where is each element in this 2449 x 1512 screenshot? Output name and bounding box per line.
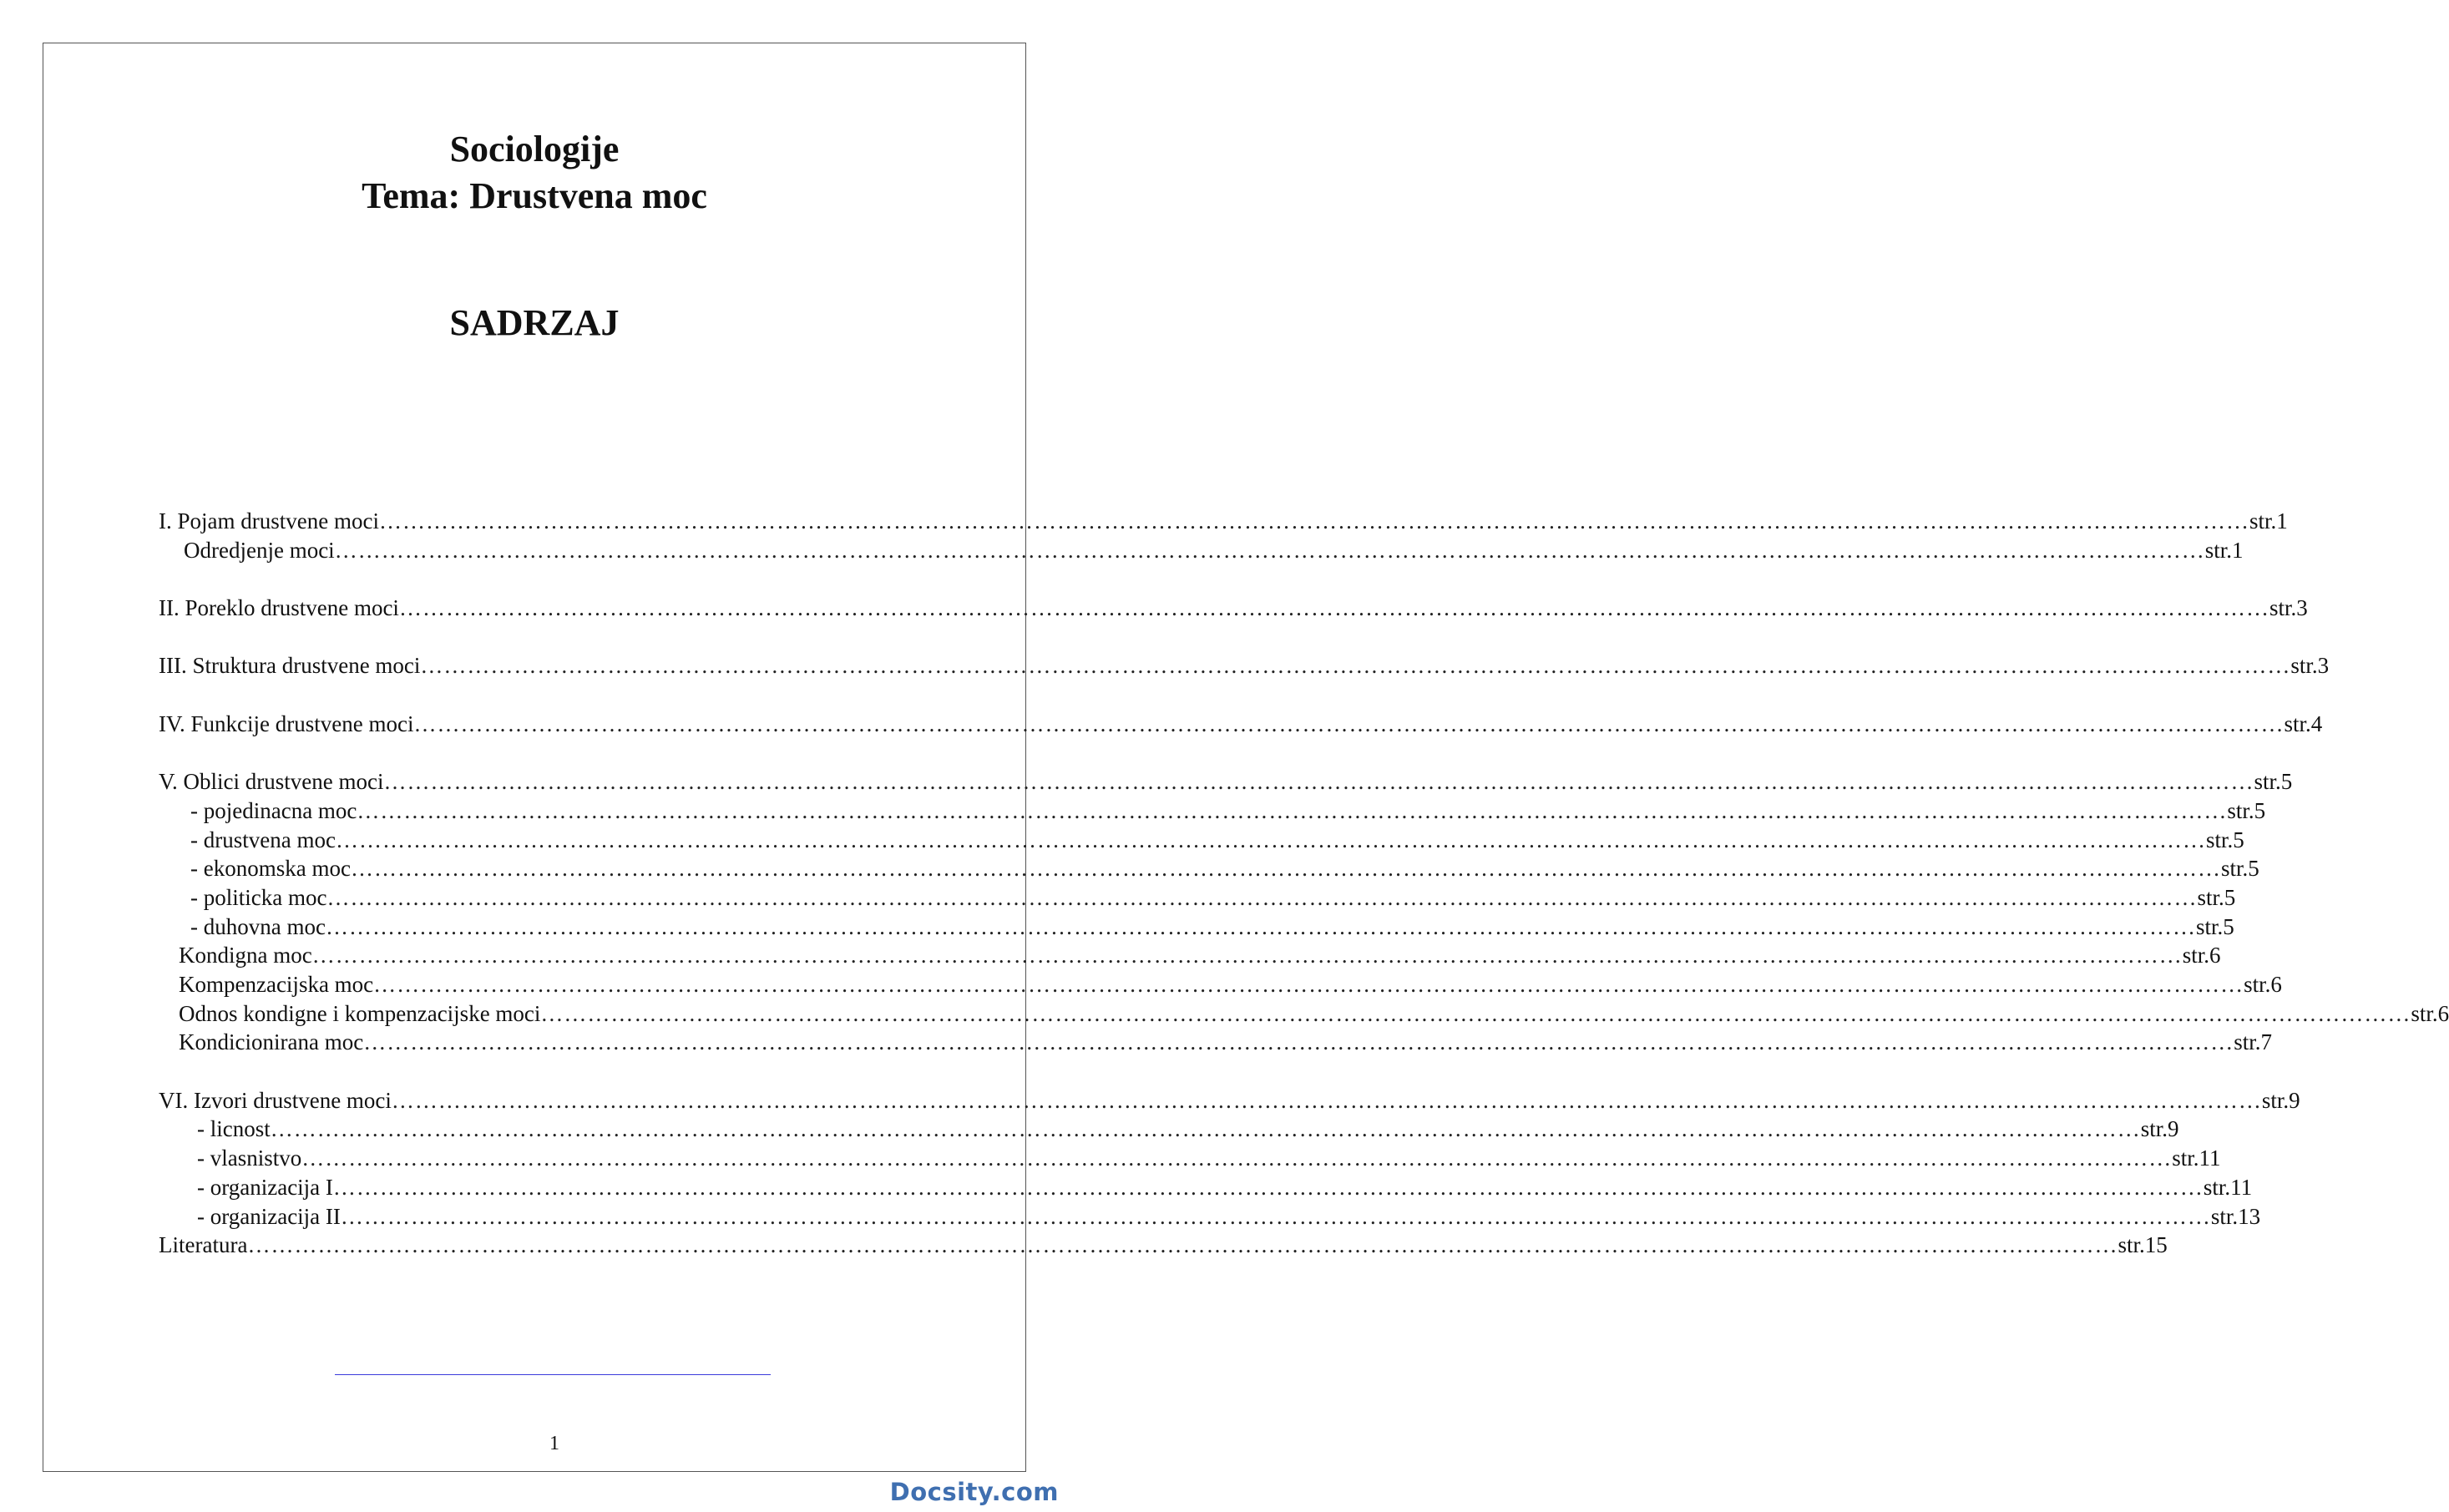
toc-entry-page: str.13 [2210, 1203, 2261, 1229]
toc-entry-page: str.6 [2244, 972, 2282, 997]
toc-entry-page: str.5 [2220, 856, 2259, 882]
toc-entry [159, 796, 2266, 826]
toc-entry-leader: …………………………………………………………………………………………………………………………………………………………………………………………………………………… [332, 1174, 2204, 1200]
toc-entry-leader: …………………………………………………………………………………………………………………………………………………………………………………………………………………… [357, 797, 2228, 823]
toc-entry-label: II. Poreklo drustvene moci [159, 595, 399, 621]
toc-entry-leader: …………………………………………………………………………………………………………………………………………………………………………………………………………………… [334, 537, 2205, 563]
toc-entry-label: - duhovna moc [190, 913, 326, 939]
toc-entry [159, 913, 2234, 942]
toc-entry-page: str.5 [2205, 827, 2244, 852]
toc-entry-page: str.5 [2227, 797, 2266, 823]
table-of-contents [159, 507, 2449, 1260]
toc-entry-label: IV. Funkcije drustvene moci [159, 710, 414, 736]
page-number: 1 [549, 1433, 559, 1454]
toc-entry-leader: …………………………………………………………………………………………………………………………………………………………………………………………………………………… [363, 1029, 2234, 1055]
toc-entry-label: Kondicionirana moc [179, 1029, 364, 1055]
toc-entry-label: - licnost [197, 1116, 271, 1142]
toc-entry-leader: …………………………………………………………………………………………………………………………………………………………………………………………………………………… [383, 769, 2254, 795]
toc-entry-leader: …………………………………………………………………………………………………………………………………………………………………………………………………………………… [420, 653, 2291, 679]
toc-entry-leader: …………………………………………………………………………………………………………………………………………………………………………………………………………………… [378, 508, 2249, 533]
toc-entry-page: str.3 [2269, 595, 2308, 621]
toc-entry-leader: …………………………………………………………………………………………………………………………………………………………………………………………………………………… [301, 1145, 2173, 1171]
toc-entry-page: str.5 [2254, 769, 2293, 795]
watermark-logo: Docsity.com [889, 1478, 1059, 1506]
toc-entry [159, 1202, 2261, 1231]
toc-entry-label: - organizacija I [197, 1174, 333, 1200]
toc-entry [159, 1028, 2272, 1057]
toc-entry-page: str.9 [2140, 1116, 2179, 1142]
toc-entry-label: VI. Izvori drustvene moci [159, 1087, 392, 1113]
toc-entry [159, 507, 2288, 536]
toc-entry-leader: …………………………………………………………………………………………………………………………………………………………………………………………………………………… [335, 827, 2206, 852]
toc-entry-leader: …………………………………………………………………………………………………………………………………………………………………………………………………………………… [270, 1116, 2141, 1142]
document-topic: Tema: Drustvena moc [362, 175, 707, 216]
toc-entry [159, 1086, 2300, 1115]
toc-entry-page: str.7 [2234, 1029, 2272, 1055]
toc-entry [159, 970, 2282, 999]
toc-entry-leader: …………………………………………………………………………………………………………………………………………………………………………………………………………………… [540, 1000, 2411, 1026]
toc-entry-label: - organizacija II [197, 1203, 341, 1229]
toc-entry-page: str.5 [2195, 913, 2234, 939]
toc-entry [159, 941, 2221, 970]
toc-entry-page: str.4 [2284, 710, 2323, 736]
toc-entry-label: Kompenzacijska moc [179, 972, 374, 997]
contents-heading: SADRZAJ [449, 302, 620, 343]
toc-entry-label: - pojedinacna moc [190, 797, 357, 823]
toc-entry [159, 1115, 2179, 1144]
toc-entry [159, 1173, 2253, 1202]
toc-entry-leader: …………………………………………………………………………………………………………………………………………………………………………………………………………………… [340, 1203, 2211, 1229]
toc-entry-page: str.11 [2172, 1145, 2221, 1171]
footer-rule [335, 1374, 771, 1375]
toc-entry [159, 1144, 2221, 1173]
toc-entry-page: str.9 [2261, 1087, 2300, 1113]
document-subject: Sociologije [449, 129, 620, 169]
toc-entry-label: III. Struktura drustvene moci [159, 653, 421, 679]
toc-entry-leader: …………………………………………………………………………………………………………………………………………………………………………………………………………………… [391, 1087, 2262, 1113]
toc-entry [159, 826, 2244, 855]
toc-entry-page: str.3 [2290, 653, 2330, 679]
toc-entry-label: - politicka moc [190, 884, 327, 910]
toc-entry-page: str.15 [2118, 1232, 2168, 1258]
toc-entry-leader: …………………………………………………………………………………………………………………………………………………………………………………………………………………… [413, 710, 2285, 736]
toc-entry-label: V. Oblici drustvene moci [159, 769, 384, 795]
toc-entry-label: - vlasnistvo [197, 1145, 302, 1171]
toc-entry-page: str.5 [2197, 884, 2236, 910]
toc-entry-leader: …………………………………………………………………………………………………………………………………………………………………………………………………………………… [326, 884, 2198, 910]
toc-entry [159, 854, 2259, 883]
toc-entry-leader: …………………………………………………………………………………………………………………………………………………………………………………………………………………… [350, 856, 2221, 882]
toc-entry [159, 883, 2236, 913]
toc-entry [159, 594, 2308, 623]
toc-entry-label: - ekonomska moc [190, 856, 351, 882]
toc-entry-leader: …………………………………………………………………………………………………………………………………………………………………………………………………………………… [311, 943, 2183, 968]
toc-entry-leader: …………………………………………………………………………………………………………………………………………………………………………………………………………………… [373, 972, 2244, 997]
toc-entry-page: str.6 [2411, 1000, 2449, 1026]
toc-entry-label: I. Pojam drustvene moci [159, 508, 379, 533]
toc-entry-leader: …………………………………………………………………………………………………………………………………………………………………………………………………………………… [325, 913, 2196, 939]
toc-entry-page: str.1 [2249, 508, 2288, 533]
toc-entry-page: str.11 [2203, 1174, 2253, 1200]
toc-entry-page: str.6 [2182, 943, 2221, 968]
toc-entry-label: - drustvena moc [190, 827, 336, 852]
toc-entry [159, 1231, 2168, 1260]
toc-entry [159, 999, 2449, 1029]
toc-entry-label: Kondigna moc [179, 943, 312, 968]
toc-entry [159, 710, 2323, 739]
toc-entry-page: str.1 [2204, 537, 2244, 563]
toc-entry [159, 536, 2244, 565]
toc-entry-label: Odredjenje moci [184, 537, 335, 563]
toc-entry-label: Literatura [159, 1232, 248, 1258]
toc-entry-label: Odnos kondigne i kompenzacijske moci [179, 1000, 541, 1026]
toc-entry [159, 767, 2293, 796]
toc-entry-leader: …………………………………………………………………………………………………………………………………………………………………………………………………………………… [247, 1232, 2118, 1258]
toc-entry-leader: …………………………………………………………………………………………………………………………………………………………………………………………………………………… [398, 595, 2269, 621]
toc-entry [159, 651, 2330, 680]
